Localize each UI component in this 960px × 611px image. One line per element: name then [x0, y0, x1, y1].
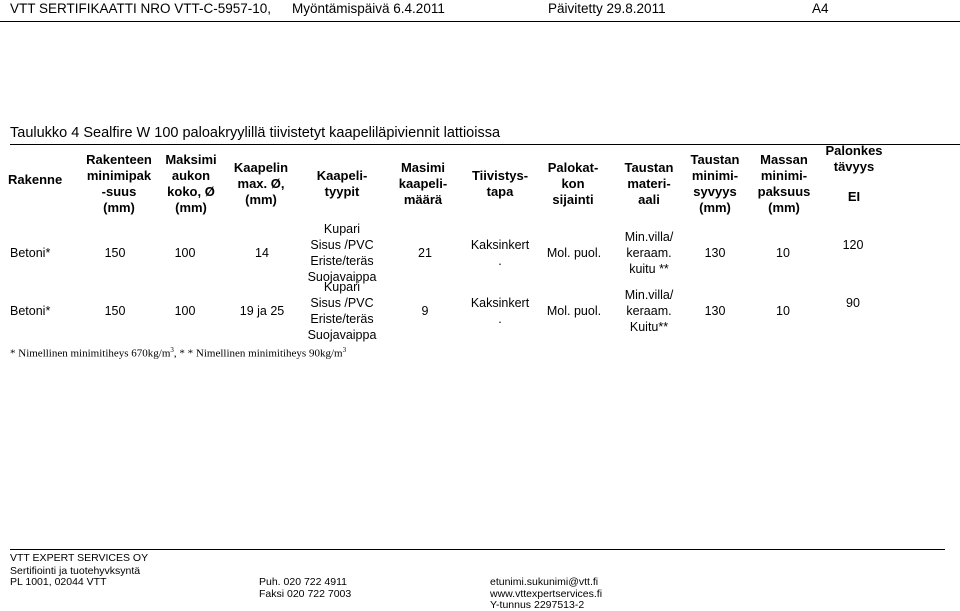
col-header-kaapelin-max: Kaapelin max. Ø, (mm) — [233, 160, 289, 207]
col-header-palokatkon-sijainti: Palokat- kon sijainti — [547, 160, 599, 207]
row2-kaapeli-max: 19 ja 25 — [239, 304, 285, 318]
row1-aukko: 100 — [174, 246, 196, 260]
footer-company: VTT EXPERT SERVICES OY — [10, 552, 149, 564]
row2-massan-paksuus: 10 — [776, 304, 790, 318]
row1-rakenne: Betoni* — [10, 246, 51, 260]
row1-kaapelimaara: 21 — [418, 246, 432, 260]
col-header-taustan-syvyys: Taustan minimi- syvyys (mm) — [690, 152, 740, 215]
row2-taustan-materiaali: Min.villa/ keraam. Kuitu** — [624, 288, 674, 334]
updated-date: Päivitetty 29.8.2011 — [548, 1, 666, 16]
row2-aukko: 100 — [174, 304, 196, 318]
col-header-kaapelityypit: Kaapeli- tyypit — [316, 168, 368, 199]
row2-rakenne: Betoni* — [10, 304, 51, 318]
row1-palonkestavyys: 120 — [842, 238, 864, 252]
row1-taustan-materiaali: Min.villa/ keraam. kuitu ** — [624, 230, 674, 276]
row1-sijainti: Mol. puol. — [546, 246, 602, 260]
row2-kaapelityypit: Kupari Sisus /PVC Eriste/teräs Suojavaippa — [307, 280, 377, 342]
row1-kaapelityypit: Kupari Sisus /PVC Eriste/teräs Suojavaippa — [307, 222, 377, 284]
page-size: A4 — [812, 1, 829, 16]
col-header-kaapelimaara: Masimi kaapeli- määrä — [398, 160, 448, 207]
row2-kaapelimaara: 9 — [421, 304, 429, 318]
row2-sijainti: Mol. puol. — [546, 304, 602, 318]
row1-massan-paksuus: 10 — [776, 246, 790, 260]
density-footnote: * Nimellinen minimitiheys $670kg/m^3$, * * Nimellinen minimitiheys $90kg/m^3$ — [10, 346, 347, 360]
row1-paksuus: 150 — [104, 246, 126, 260]
row1-taustan-syvyys: 130 — [704, 246, 726, 260]
table-title: Taulukko 4 Sealfire W 100 paloakryylillä tiivistetyt kaapeliläpiviennit lattioissa — [10, 125, 501, 141]
col-header-massan-paksuus: Massan minimi- paksuus (mm) — [757, 152, 811, 215]
footer-rule — [10, 549, 945, 550]
certificate-number: VTT SERTIFIKAATTI NRO VTT-C-5957-10, — [10, 1, 272, 16]
footer-business-id: Y-tunnus 2297513-2 — [490, 599, 585, 611]
col-header-aukon-koko: Maksimi aukon koko, Ø (mm) — [165, 152, 217, 215]
footer-phone: Puh. 020 722 4911 — [259, 576, 347, 588]
row1-kaapeli-max: 14 — [255, 246, 269, 260]
footer-department: Sertifiointi ja tuotehyvksyntä — [10, 565, 141, 577]
row2-tiivistystapa: Kaksinkert . — [470, 296, 530, 326]
grant-date: Myöntämispäivä 6.4.2011 — [292, 1, 445, 16]
row2-paksuus: 150 — [104, 304, 126, 318]
col-header-minimipaksuus: Rakenteen minimipak -suus (mm) — [86, 152, 152, 215]
col-header-tiivistystapa: Tiivistys- tapa — [471, 168, 529, 199]
col-header-taustan-materiaali: Taustan materi- aali — [624, 160, 674, 207]
row2-taustan-syvyys: 130 — [704, 304, 726, 318]
header-rule — [0, 21, 960, 22]
row2-palonkestavyys: 90 — [846, 296, 860, 310]
row1-tiivistystapa: Kaksinkert . — [470, 238, 530, 268]
col-header-rakenne: Rakenne — [8, 172, 63, 187]
footer-website: www.vttexpertservices.fi — [490, 588, 603, 600]
footer-fax: Faksi 020 722 7003 — [259, 588, 352, 600]
col-header-palonkestavyys: Palonkes tävyys EI — [825, 143, 883, 204]
footer-email: etunimi.sukunimi@vtt.fi — [490, 576, 599, 588]
footer-address: PL 1001, 02044 VTT — [10, 576, 107, 588]
